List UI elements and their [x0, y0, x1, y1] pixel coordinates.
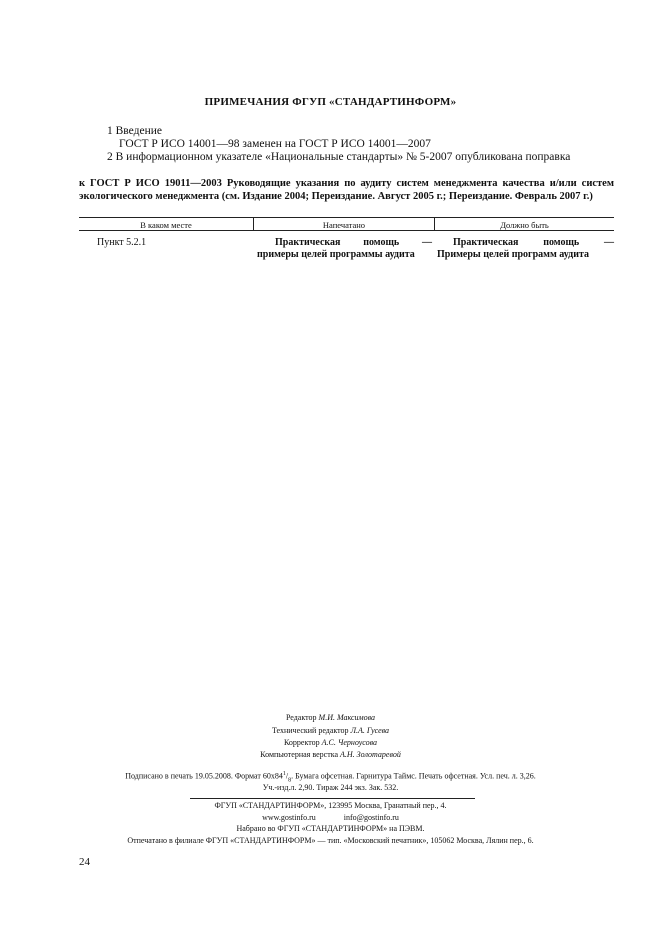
- table-header-rule: [79, 230, 614, 231]
- table-top-rule: [79, 217, 614, 218]
- should-word-1: Практическая: [453, 237, 519, 248]
- table-header-printed: Напечатано: [322, 220, 366, 230]
- should-dash: —: [603, 237, 614, 248]
- table-header-place: В каком месте: [140, 220, 192, 230]
- table-cell-place: Пункт 5.2.1: [97, 237, 147, 248]
- footer-rule: [190, 798, 475, 799]
- table-header-should-be: Должно быть: [500, 220, 549, 230]
- should-line-2: Примеры целей программ аудита: [437, 249, 589, 260]
- table-cell-printed: [257, 237, 432, 261]
- footer-email[interactable]: info@gostinfo.ru: [343, 813, 399, 822]
- page-number: 24: [79, 856, 90, 868]
- footer-contacts: [0, 813, 661, 822]
- footer-publisher: ФГУП «СТАНДАРТИНФОРМ», 123995 Москва, Гранатный пер., 4.: [214, 801, 447, 810]
- printed-line-2: примеры целей программы аудита: [257, 249, 415, 260]
- imprint-layout: Компьютерная верстка А.Н. Золотаревой: [260, 750, 401, 759]
- imprint-proofreader: Корректор А.С. Черноусова: [283, 738, 378, 747]
- imprint-tech-editor: Технический редактор Л.А. Гусева: [271, 726, 390, 735]
- footer-website[interactable]: www.gostinfo.ru: [262, 813, 316, 822]
- imprint-signed-line-1: Подписано в печать 19.05.2008. Формат $60x84^1/_8$. Бумага офсетная. Гарнитура Таймс. Печать офсетная. Усл. печ. л. 3,26.: [125, 771, 536, 784]
- note-replacement: ГОСТ Р ИСО 14001—98 заменен на ГОСТ Р ИСО 14001—2007: [119, 138, 431, 150]
- printed-word-2: помощь: [363, 237, 400, 248]
- should-word-2: помощь: [543, 237, 580, 248]
- note-introduction: 1 Введение: [107, 125, 162, 137]
- note-amendment: 2 В информационном указателе «Национальные стандарты» № 5-2007 опубликована поправка: [107, 151, 571, 163]
- correction-subject: к ГОСТ Р ИСО 19011—2003 Руководящие указания по аудиту систем менеджмента качества и/или систем экологического менеджмента (см. Издание 2004; Переиздание. Август 2005 г.; Переиздание. Февраль 2007 г.): [79, 178, 614, 202]
- imprint-editor: Редактор М.И. Максимова: [285, 713, 376, 722]
- printed-dash: —: [421, 237, 432, 248]
- printed-word-1: Практическая: [275, 237, 341, 248]
- page-title: ПРИМЕЧАНИЯ ФГУП «СТАНДАРТИНФОРМ»: [204, 96, 457, 108]
- footer-printed: Отпечатано в филиале ФГУП «СТАНДАРТИНФОРМ» — тип. «Московский печатник», 105062 Москва, Лялин пер., 6.: [127, 836, 534, 845]
- table-cell-should-be: [437, 237, 614, 261]
- imprint-signed-line-2: Уч.-изд.л. 2,90. Тираж 244 экз. Зак. 532.: [262, 783, 399, 792]
- footer-typeset: Набрано во ФГУП «СТАНДАРТИНФОРМ» на ПЭВМ.: [236, 824, 425, 833]
